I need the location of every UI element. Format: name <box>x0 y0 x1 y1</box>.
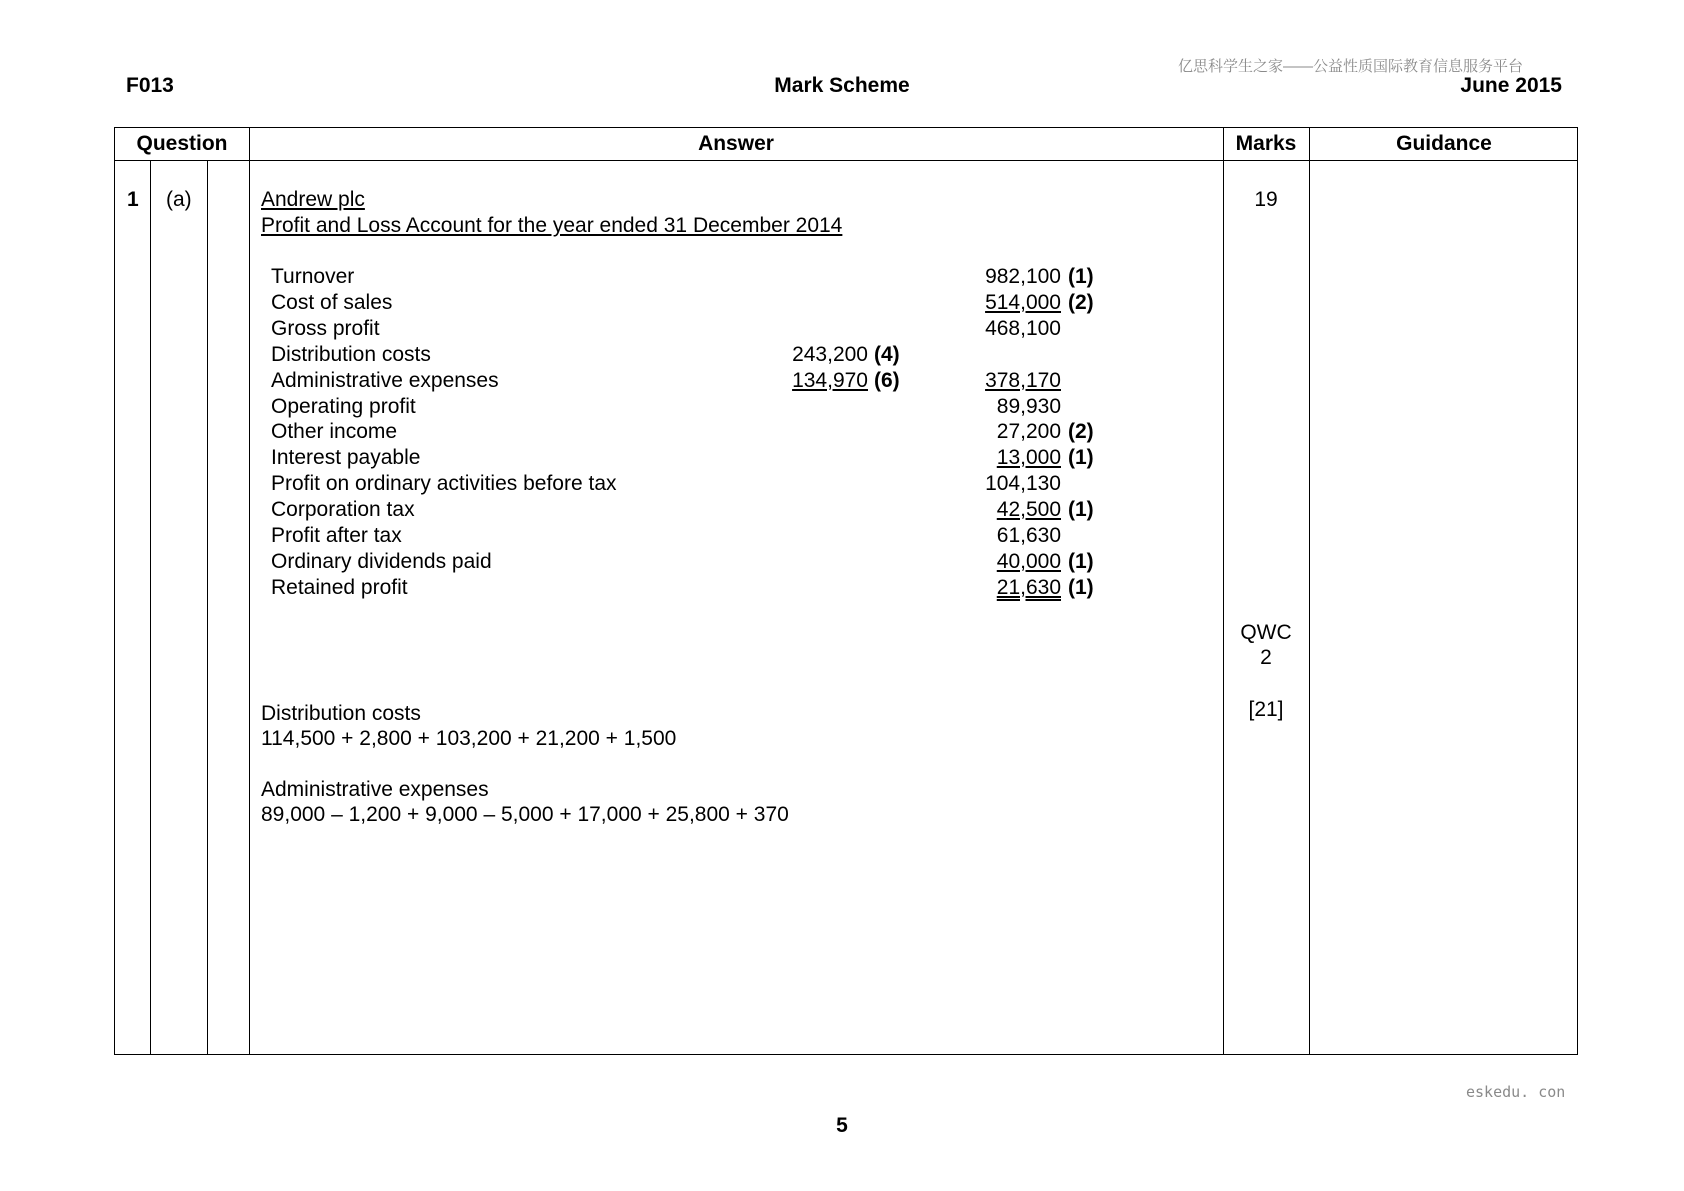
mark-allocation: (1) <box>1068 265 1094 288</box>
col-divider-question <box>249 128 250 1054</box>
col-divider-marks <box>1309 128 1310 1054</box>
watermark-text-bottom: eskedu. con <box>1466 1083 1566 1101</box>
question-number: 1 <box>127 188 139 211</box>
mark-allocation: (4) <box>874 343 900 366</box>
col-divider-part <box>207 160 208 1054</box>
line-value: 378,170 <box>985 369 1061 392</box>
line-value: 13,000 <box>996 446 1061 469</box>
line-label: Distribution costs <box>271 343 431 366</box>
watermark-text-top: 亿思科学生之家——公益性质国际教育信息服务平台 <box>1178 58 1524 75</box>
mark-allocation: (1) <box>1068 498 1094 521</box>
line-label: Profit on ordinary activities before tax <box>271 472 617 495</box>
line-label: Administrative expenses <box>271 369 499 392</box>
col-divider-number <box>150 160 151 1054</box>
question-part: (a) <box>166 188 192 211</box>
working-calc-admin: 89,000 – 1,200 + 9,000 – 5,000 + 17,000 + 25,800 + 370 <box>261 803 789 826</box>
mark-allocation: (6) <box>874 369 900 392</box>
line-value: 514,000 <box>985 291 1061 314</box>
company-name: Andrew plc <box>261 188 365 211</box>
marks-qwc-value: 2 <box>1260 646 1272 669</box>
exam-session: June 2015 <box>1460 74 1562 97</box>
marks-qwc-label: QWC <box>1240 621 1292 644</box>
working-label-distribution: Distribution costs <box>261 702 421 725</box>
column-header-question: Question <box>136 132 228 155</box>
line-value: 61,630 <box>996 524 1061 547</box>
mark-scheme-table <box>114 127 1578 1055</box>
line-value: 21,630 <box>996 576 1061 599</box>
marks-total: [21] <box>1248 698 1284 721</box>
line-value: 104,130 <box>985 472 1061 495</box>
line-label: Operating profit <box>271 395 416 418</box>
line-value: 982,100 <box>985 265 1061 288</box>
line-label: Corporation tax <box>271 498 415 521</box>
column-header-marks: Marks <box>1235 132 1297 155</box>
header-divider <box>115 160 1577 161</box>
line-label: Profit after tax <box>271 524 402 547</box>
line-subvalue: 243,200 <box>792 343 868 366</box>
line-label: Ordinary dividends paid <box>271 550 492 573</box>
line-label: Other income <box>271 420 398 443</box>
mark-allocation: (1) <box>1068 576 1094 599</box>
line-value: 40,000 <box>996 550 1061 573</box>
marks-main: 19 <box>1254 188 1278 211</box>
line-value: 42,500 <box>996 498 1061 521</box>
line-value: 468,100 <box>985 317 1061 340</box>
column-header-guidance: Guidance <box>1396 132 1492 155</box>
paper-code: F013 <box>126 74 174 97</box>
mark-allocation: (2) <box>1068 420 1094 443</box>
line-subvalue: 134,970 <box>792 369 868 392</box>
column-header-answer: Answer <box>698 132 774 155</box>
mark-allocation: (1) <box>1068 446 1094 469</box>
line-label: Interest payable <box>271 446 421 469</box>
line-label: Turnover <box>271 265 355 288</box>
working-label-admin: Administrative expenses <box>261 778 489 801</box>
line-value: 27,200 <box>996 420 1061 443</box>
line-label: Gross profit <box>271 317 380 340</box>
account-title: Profit and Loss Account for the year ended 31 December 2014 <box>261 214 843 237</box>
working-calc-distribution: 114,500 + 2,800 + 103,200 + 21,200 + 1,500 <box>261 727 677 750</box>
page-number: 5 <box>836 1114 848 1137</box>
col-divider-answer <box>1223 128 1224 1054</box>
line-label: Retained profit <box>271 576 408 599</box>
mark-allocation: (1) <box>1068 550 1094 573</box>
document-title: Mark Scheme <box>774 74 910 97</box>
mark-allocation: (2) <box>1068 291 1094 314</box>
line-label: Cost of sales <box>271 291 393 314</box>
line-value: 89,930 <box>996 395 1061 418</box>
